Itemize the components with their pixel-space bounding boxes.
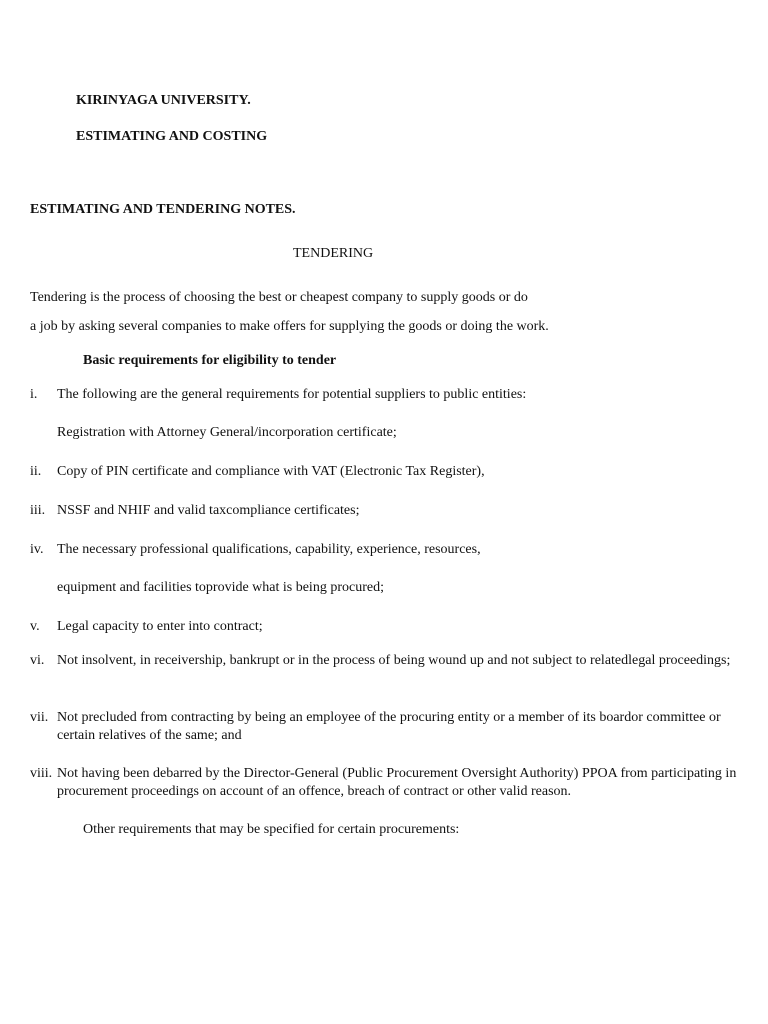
- list-item: Legal capacity to enter into contract;: [57, 619, 263, 634]
- item-number: vi.: [30, 653, 45, 668]
- university-name: KIRINYAGA UNIVERSITY.: [76, 93, 251, 108]
- requirements-heading: Basic requirements for eligibility to tender: [83, 353, 337, 368]
- item-number: i.: [30, 387, 38, 402]
- list-item: The necessary professional qualifications, capability, experience, resources,: [57, 542, 481, 557]
- other-requirements: Other requirements that may be specified for certain procurements:: [83, 822, 460, 837]
- item-number: ii.: [30, 464, 42, 479]
- list-item: Not precluded from contracting by being an employee of the procuring entity or a member of its boardor committee or certain relatives of the same; and: [57, 710, 721, 743]
- list-item: The following are the general requirements for potential suppliers to public entities:: [57, 387, 527, 402]
- item-number: iv.: [30, 542, 44, 557]
- list-item: Not having been debarred by the Director-General (Public Procurement Oversight Authority) PPOA from participating in procurement proceedings on account of an offence, breach of contract or other valid reason.: [57, 766, 737, 799]
- notes-title: ESTIMATING AND TENDERING NOTES.: [30, 202, 296, 217]
- course-title: ESTIMATING AND COSTING: [76, 129, 268, 144]
- definition-line-2: a job by asking several companies to make offers for supplying the goods or doing the work.: [30, 319, 549, 334]
- list-item: Not insolvent, in receivership, bankrupt or in the process of being wound up and not subject to relatedlegal proceedings;: [57, 653, 731, 668]
- list-item: Registration with Attorney General/incorporation certificate;: [57, 425, 397, 440]
- list-item: Copy of PIN certificate and compliance with VAT (Electronic Tax Register),: [57, 464, 485, 479]
- list-item: equipment and facilities toprovide what is being procured;: [57, 580, 384, 595]
- item-number: iii.: [30, 503, 46, 518]
- item-number: v.: [30, 619, 40, 634]
- definition-line-1: Tendering is the process of choosing the best or cheapest company to supply goods or do: [30, 290, 528, 305]
- item-number: vii.: [30, 710, 49, 725]
- list-item: NSSF and NHIF and valid taxcompliance certificates;: [57, 503, 360, 518]
- item-number: viii.: [30, 766, 53, 781]
- section-title: TENDERING: [293, 246, 374, 261]
